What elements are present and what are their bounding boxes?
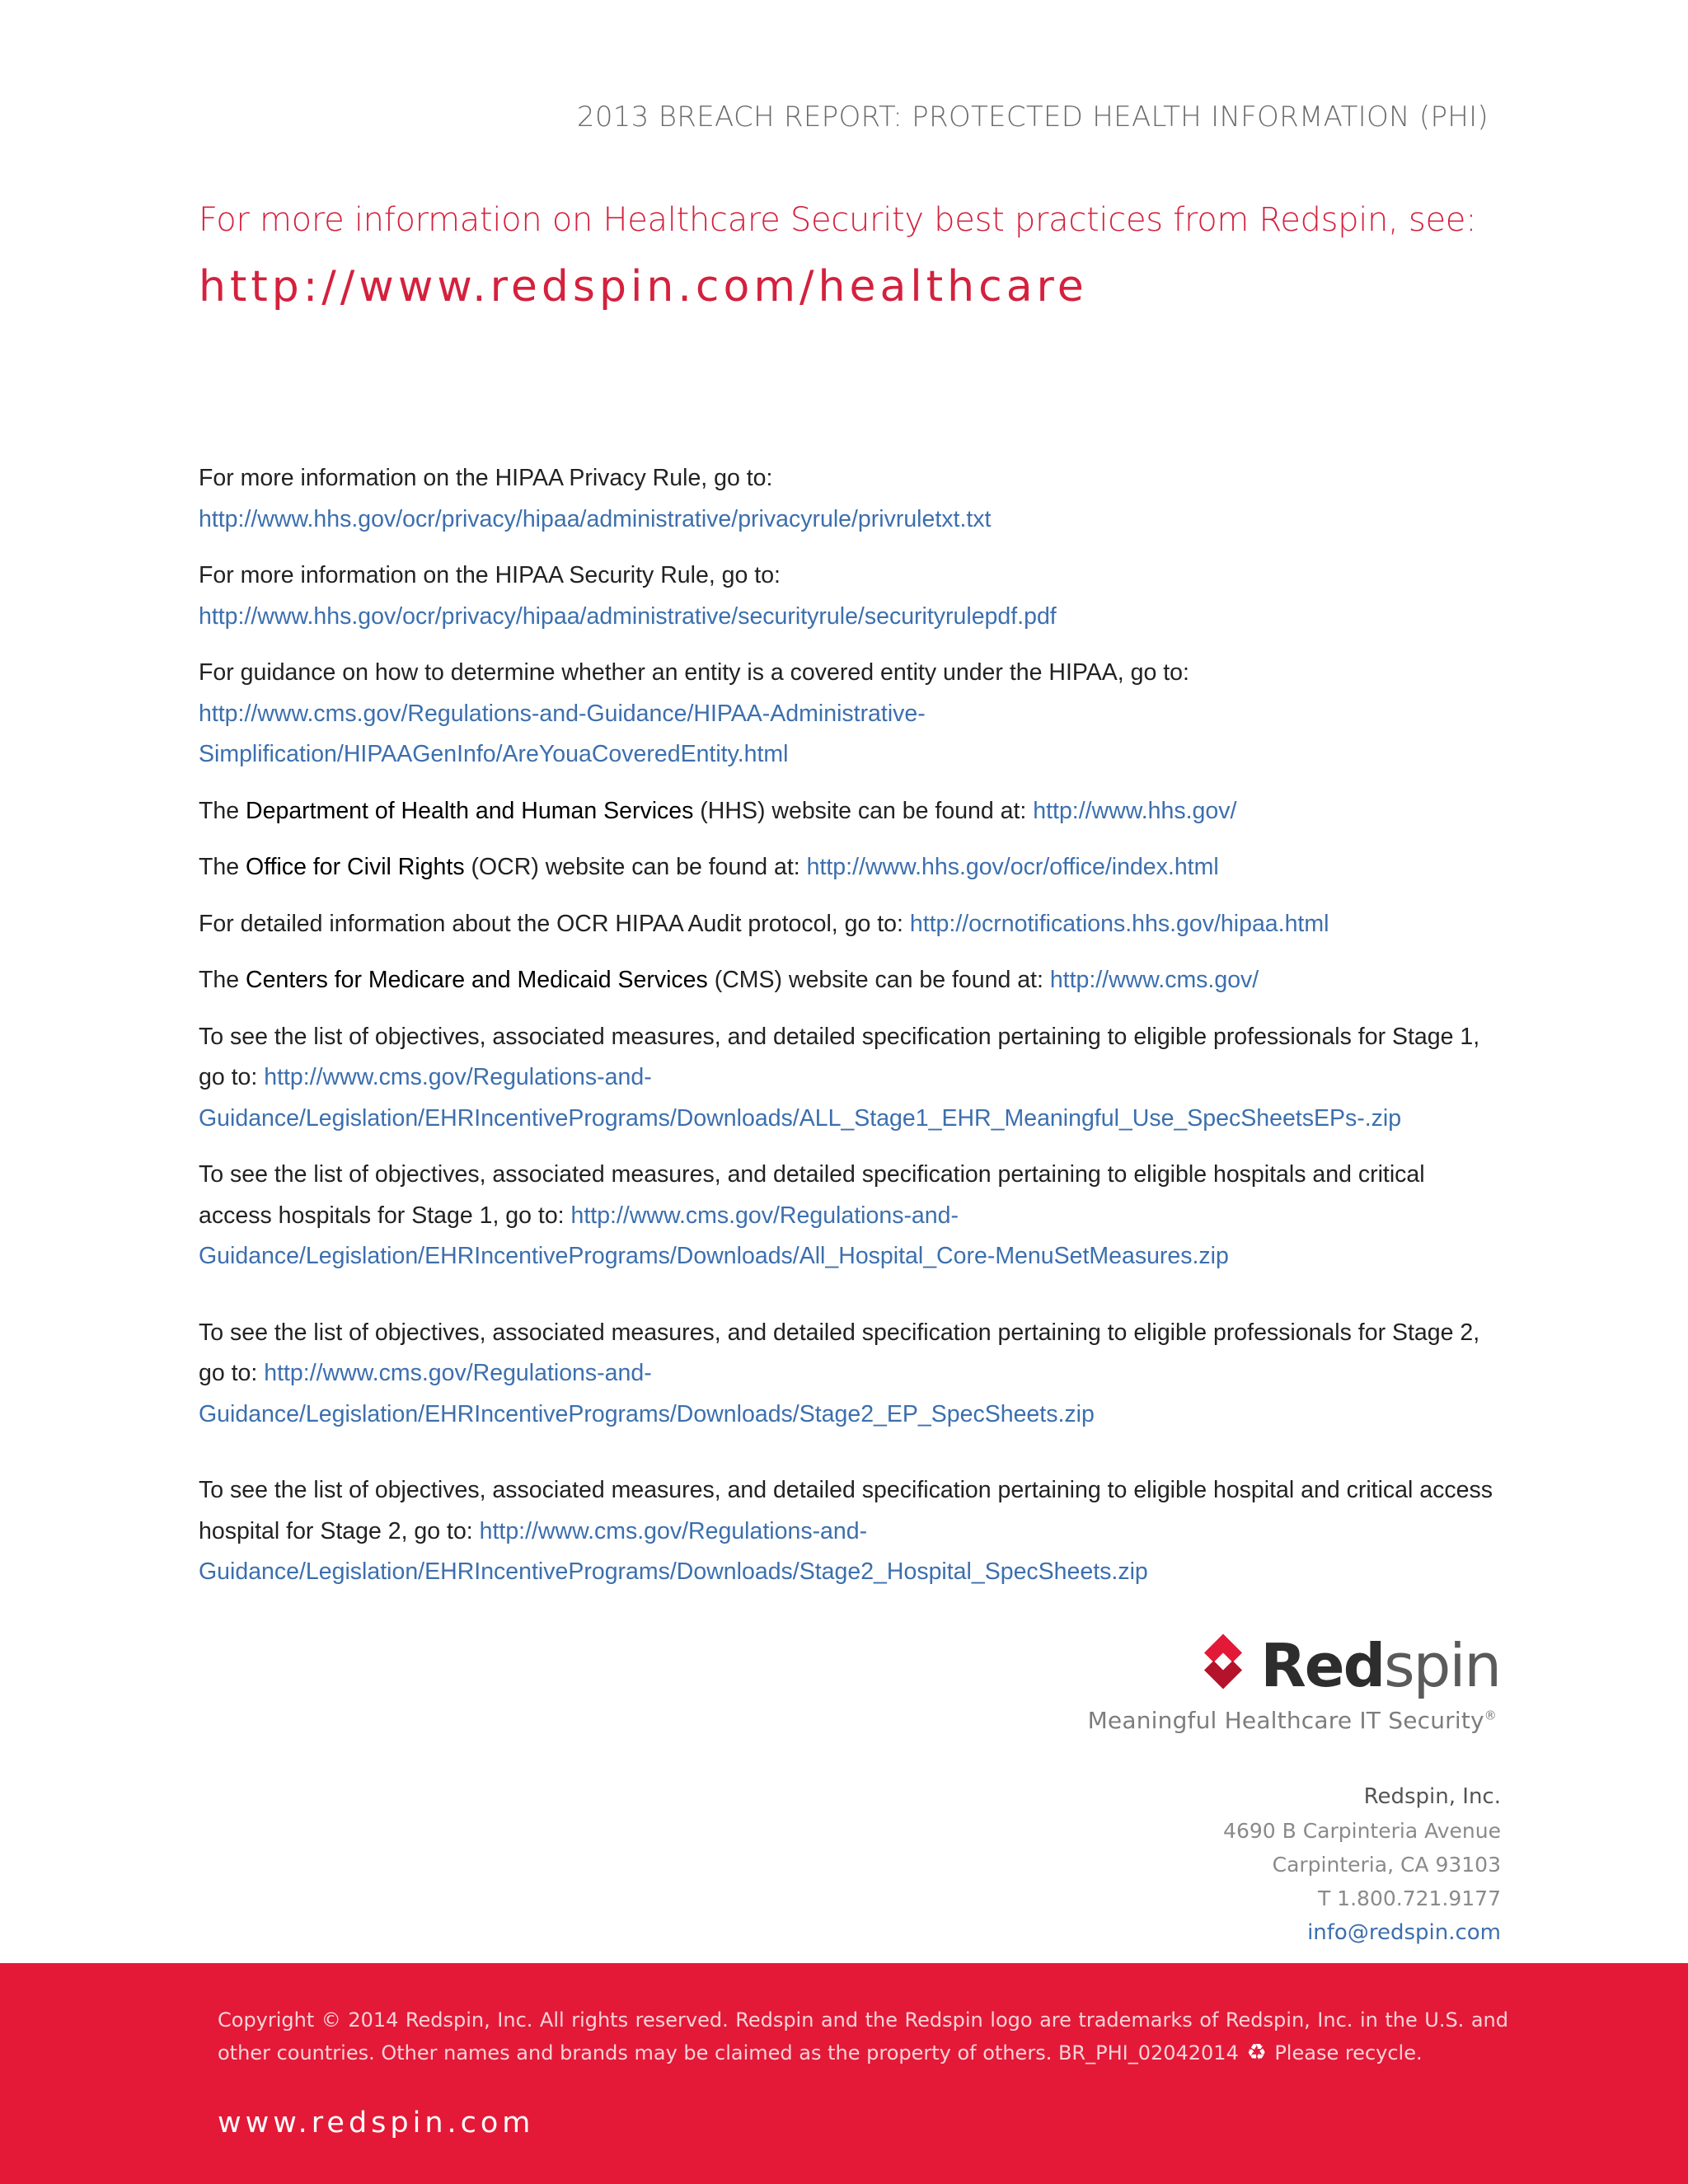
recycle-text: Please recycle.	[1268, 2041, 1423, 2064]
promo-text: For more information on Healthcare Security best practices from Redspin, see:	[199, 201, 1477, 239]
footer-website[interactable]: www.redspin.com	[218, 2107, 535, 2139]
link-line-2: Guidance/Legislation/EHRIncentivePrograms/Downloads/Stage2_EP_SpecSheets.zip	[199, 1400, 1095, 1427]
email-link[interactable]: info@redspin.com	[1307, 1920, 1501, 1945]
link-line-1: http://www.cms.gov/Regulations-and-	[264, 1360, 652, 1386]
resource-suffix: (HHS) website can be found at:	[693, 797, 1034, 824]
link-line-2: Guidance/Legislation/EHRIncentivePrograms/Downloads/ALL_Stage1_EHR_Meaningful_Use_SpecSheetsEPs-.zip	[199, 1104, 1402, 1132]
resource-privacy-rule	[199, 458, 1501, 540]
link-line-1: http://www.cms.gov/Regulations-and-Guidance/HIPAA-Administrative-	[199, 700, 926, 727]
resource-prefix: The	[199, 797, 246, 824]
registered-mark: ®	[1484, 1708, 1497, 1723]
resource-audit-protocol	[199, 904, 1501, 945]
resource-security-rule	[199, 555, 1501, 637]
logo-word-bold: Red	[1260, 1631, 1385, 1700]
resource-hhs	[199, 791, 1501, 832]
hhs-link[interactable]: http://www.hhs.gov/	[1033, 797, 1237, 824]
resource-text: To see the list of objectives, associated measures, and detailed specification pertaining to eligible professionals for Stage 1, go to:	[199, 1023, 1480, 1090]
tagline	[1088, 1707, 1497, 1734]
resource-text: To see the list of objectives, associated measures, and detailed specification pertaining to eligible hospitals and critical access hospitals for Stage 1, go to:	[199, 1161, 1425, 1229]
footer-band	[0, 1963, 1688, 2184]
privacy-rule-link[interactable]: http://www.hhs.gov/ocr/privacy/hipaa/administrative/privacyrule/privruletxt.txt	[199, 505, 992, 532]
phone-number: T 1.800.721.9177	[1317, 1886, 1501, 1910]
security-rule-link[interactable]: http://www.hhs.gov/ocr/privacy/hipaa/administrative/securityrule/securityrulepdf.pdf	[199, 602, 1057, 630]
company-address	[1223, 1780, 1501, 1950]
link-line-2: Guidance/Legislation/EHRIncentivePrograms/Downloads/All_Hospital_Core-MenuSetMeasures.zip	[199, 1243, 1229, 1269]
logo-row	[1088, 1631, 1500, 1700]
resource-suffix: (CMS) website can be found at:	[707, 967, 1050, 993]
resource-text: For more information on the HIPAA Security Rule, go to:	[199, 562, 781, 588]
resource-prefix: The	[199, 854, 246, 880]
logo-wordmark	[1260, 1631, 1500, 1700]
company-name: Redspin, Inc.	[1363, 1784, 1501, 1809]
recycle-icon: ♻	[1246, 2040, 1267, 2065]
promo-link[interactable]: http://www.redspin.com/healthcare	[199, 262, 1088, 312]
resource-covered-entity	[199, 653, 1501, 776]
resource-ocr	[199, 847, 1501, 888]
covered-entity-link[interactable]	[199, 701, 926, 768]
resource-stage2-hospitals	[199, 1470, 1501, 1593]
resource-text: To see the list of objectives, associated measures, and detailed specification pertaining to eligible professionals for Stage 2, go to:	[199, 1319, 1480, 1386]
logo-word-light: spin	[1384, 1631, 1500, 1700]
resource-stage1-professionals	[199, 1017, 1501, 1140]
resource-stage2-professionals	[199, 1313, 1501, 1436]
redspin-mark-icon	[1193, 1631, 1254, 1692]
hhs-name: Department of Health and Human Services	[246, 797, 694, 824]
link-line-1: http://www.cms.gov/Regulations-and-	[570, 1202, 959, 1229]
resource-text: To see the list of objectives, associated measures, and detailed specification pertaining to eligible hospital and critical access hospital for Stage 2, go to:	[199, 1477, 1493, 1544]
redspin-logo	[1087, 1631, 1500, 1734]
link-line-2: Guidance/Legislation/EHRIncentivePrograms/Downloads/Stage2_Hospital_SpecSheets.zip	[199, 1558, 1148, 1585]
copyright-text: Copyright © 2014 Redspin, Inc. All rights reserved. Redspin and the Redspin logo are trademarks of Redspin, Inc. in the U.S. and other countries. Other names and brands may be claimed as the property of others. BR_PHI_02042014	[218, 2008, 1508, 2064]
copyright-notice	[218, 2004, 1508, 2069]
cms-name: Centers for Medicare and Medicaid Services	[246, 967, 708, 993]
link-line-2: Simplification/HIPAAGenInfo/AreYouaCoveredEntity.html	[199, 741, 789, 767]
ocr-link[interactable]: http://www.hhs.gov/ocr/office/index.html	[806, 854, 1219, 880]
report-title: 2013 BREACH REPORT: PROTECTED HEALTH INFORMATION (PHI)	[576, 101, 1489, 134]
promo-block	[199, 201, 1517, 312]
resource-stage1-hospitals	[199, 1155, 1501, 1277]
resource-prefix: The	[199, 967, 246, 993]
resource-cms	[199, 960, 1501, 1001]
tagline-text: Meaningful Healthcare IT Security	[1087, 1707, 1484, 1734]
ocr-name: Office for Civil Rights	[246, 854, 465, 880]
resource-list	[199, 458, 1501, 1609]
cms-link[interactable]: http://www.cms.gov/	[1049, 967, 1259, 993]
audit-protocol-link[interactable]: http://ocrnotifications.hhs.gov/hipaa.html	[909, 910, 1329, 937]
stage1-professionals-link[interactable]	[199, 1064, 1401, 1132]
city-state-zip: Carpinteria, CA 93103	[1272, 1853, 1501, 1877]
link-line-1: http://www.cms.gov/Regulations-and-	[264, 1064, 652, 1090]
resource-text: For more information on the HIPAA Privacy Rule, go to:	[199, 465, 773, 491]
resource-text: For guidance on how to determine whether an entity is a covered entity under the HIPAA, go to:	[199, 659, 1189, 686]
street-address: 4690 B Carpinteria Avenue	[1223, 1819, 1501, 1843]
link-line-1: http://www.cms.gov/Regulations-and-	[479, 1517, 868, 1544]
resource-suffix: (OCR) website can be found at:	[464, 854, 807, 880]
resource-text: For detailed information about the OCR HIPAA Audit protocol, go to:	[199, 910, 910, 937]
stage2-professionals-link[interactable]	[199, 1360, 1095, 1427]
